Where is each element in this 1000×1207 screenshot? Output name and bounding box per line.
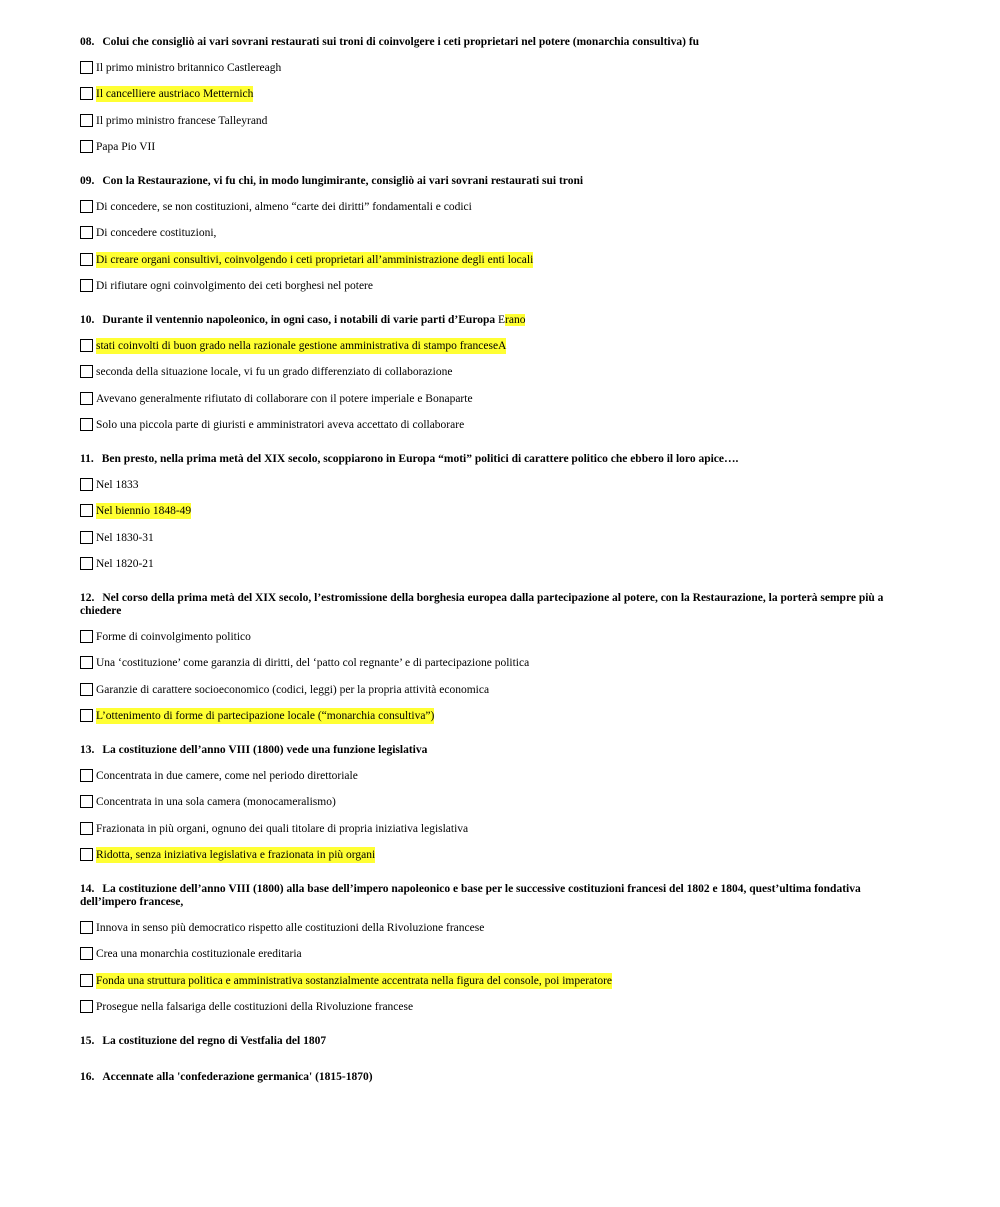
- checkbox[interactable]: [80, 683, 93, 696]
- checkbox[interactable]: [80, 279, 93, 292]
- checkbox[interactable]: [80, 253, 93, 266]
- answer-option-label-highlighted: Il cancelliere austriaco Metternich: [96, 88, 254, 100]
- answer-option[interactable]: [80, 999, 920, 1015]
- question-number: 10.: [80, 314, 95, 326]
- answer-option-label: Frazionata in più organi, ognuno dei quali titolare di propria iniziativa legislativa: [96, 822, 469, 835]
- answer-option[interactable]: [80, 556, 920, 572]
- answer-option-label: Di concedere, se non costituzioni, almeno “carte dei diritti” fondamentali e codici: [96, 200, 472, 213]
- question-number: 16.: [80, 1071, 95, 1083]
- answer-option-label: Papa Pio VII: [96, 141, 156, 153]
- answer-option[interactable]: [80, 794, 920, 810]
- answer-option-label-highlighted: Di creare organi consultivi, coinvolgendo i ceti proprietari all’amministrazione degli enti locali: [96, 253, 534, 266]
- checkbox[interactable]: [80, 478, 93, 491]
- answer-option[interactable]: [80, 278, 920, 294]
- answer-option[interactable]: [80, 821, 920, 837]
- answer-option[interactable]: [80, 503, 920, 519]
- answer-option-label-highlighted: L’ottenimento di forme di partecipazione locale (“monarchia consultiva”): [96, 710, 435, 722]
- checkbox[interactable]: [80, 1000, 93, 1013]
- checkbox[interactable]: [80, 418, 93, 431]
- question-prompt: Accennate alla 'confederazione germanica' (1815-1870): [102, 1071, 373, 1083]
- answer-option[interactable]: [80, 391, 920, 407]
- answer-option-label-highlighted: Fonda una struttura politica e amministrativa sostanzialmente accentrata nella figura del console, poi imperatore: [96, 974, 613, 987]
- answer-option-label: Innova in senso più democratico rispetto alle costituzioni della Rivoluzione francese: [96, 921, 485, 934]
- checkbox[interactable]: [80, 392, 93, 405]
- checkbox[interactable]: [80, 365, 93, 378]
- answer-option[interactable]: [80, 920, 920, 936]
- question-block: [80, 36, 920, 155]
- answer-option-label: Crea una monarchia costituzionale ereditaria: [96, 948, 302, 960]
- answer-option[interactable]: [80, 139, 920, 155]
- question-prompt: Durante il ventennio napoleonico, in ogni caso, i notabili di varie parti d’Europa: [102, 314, 496, 326]
- checkbox[interactable]: [80, 656, 93, 669]
- answer-option[interactable]: [80, 60, 920, 76]
- checkbox[interactable]: [80, 769, 93, 782]
- answer-option-label: Nel 1833: [96, 478, 139, 491]
- answer-option-label: Nel 1830-31: [96, 531, 154, 544]
- question-prompt: La costituzione dell’anno VIII (1800) vede una funzione legislativa: [102, 744, 428, 756]
- answer-option-label: Garanzie di carattere socioeconomico (codici, leggi) per la propria attività economica: [96, 683, 490, 696]
- answer-option[interactable]: [80, 847, 920, 863]
- answer-option[interactable]: [80, 629, 920, 645]
- answer-option-label: Prosegue nella falsariga delle costituzioni della Rivoluzione francese: [96, 1001, 414, 1013]
- question-prompt: Nel corso della prima metà del XIX secolo, l’estromissione della borghesia europea dalla partecipazione al potere, con la Restaurazione, la porterà sempre più a chiedere: [80, 592, 884, 617]
- answer-option[interactable]: [80, 708, 920, 724]
- quiz-document: [80, 36, 920, 1107]
- question-text: [80, 36, 920, 49]
- answer-option[interactable]: [80, 417, 920, 433]
- question-prompt: La costituzione del regno di Vestfalia del 1807: [102, 1035, 327, 1047]
- question-block: [80, 883, 920, 1015]
- answer-option-label: Forme di coinvolgimento politico: [96, 630, 251, 643]
- answer-option-label: Nel 1820-21: [96, 558, 154, 570]
- question-block: [80, 453, 920, 572]
- question-text: [80, 883, 920, 909]
- answer-option-label-highlighted: Ridotta, senza iniziativa legislativa e frazionata in più organi: [96, 849, 376, 861]
- question-block: [80, 592, 920, 724]
- question-block: [80, 314, 920, 433]
- checkbox[interactable]: [80, 87, 93, 100]
- checkbox[interactable]: [80, 504, 93, 517]
- question-text: [80, 744, 920, 757]
- checkbox[interactable]: [80, 795, 93, 808]
- question-prompt: Colui che consigliò ai vari sovrani restaurati sui troni di coinvolgere i ceti proprietari nel potere (monarchia consultiva) fu: [102, 36, 700, 48]
- checkbox[interactable]: [80, 947, 93, 960]
- question-number: 09.: [80, 175, 95, 187]
- question-text: [80, 1071, 920, 1084]
- question-block: [80, 1035, 920, 1048]
- answer-option-label: Avevano generalmente rifiutato di collaborare con il potere imperiale e Bonaparte: [96, 392, 473, 405]
- checkbox[interactable]: [80, 200, 93, 213]
- checkbox[interactable]: [80, 114, 93, 127]
- checkbox[interactable]: [80, 974, 93, 987]
- question-number: 08.: [80, 36, 95, 48]
- question-number: 14.: [80, 883, 95, 895]
- answer-option[interactable]: [80, 946, 920, 962]
- answer-option-label: Di rifiutare ogni coinvolgimento dei ceti borghesi nel potere: [96, 280, 373, 292]
- question-text: [80, 592, 920, 618]
- question-number: 11.: [80, 453, 94, 465]
- question-prompt: La costituzione dell’anno VIII (1800) alla base dell’impero napoleonico e base per le successive costituzioni francesi del 1802 e 1804, quest’ultima fondativa dell’impero francese,: [80, 883, 861, 908]
- answer-option-label: Di concedere costituzioni,: [96, 227, 217, 239]
- checkbox[interactable]: [80, 822, 93, 835]
- question-number: 13.: [80, 744, 95, 756]
- answer-option[interactable]: [80, 86, 920, 102]
- question-number: 15.: [80, 1035, 95, 1047]
- answer-option[interactable]: [80, 768, 920, 784]
- question-text: [80, 175, 920, 188]
- answer-option[interactable]: [80, 364, 920, 380]
- checkbox[interactable]: [80, 140, 93, 153]
- answer-option-label: Il primo ministro francese Talleyrand: [96, 114, 268, 127]
- answer-option[interactable]: [80, 477, 920, 493]
- answer-option-label-highlighted: stati coinvolti di buon grado nella razionale gestione amministrativa di stampo franceseA: [96, 339, 507, 352]
- question-text: [80, 1035, 920, 1048]
- answer-option-label: Il primo ministro britannico Castlereagh: [96, 61, 282, 74]
- answer-option-label: seconda della situazione locale, vi fu un grado differenziato di collaborazione: [96, 366, 453, 378]
- question-tail: E: [498, 314, 506, 326]
- checkbox[interactable]: [80, 226, 93, 239]
- question-prompt: Con la Restaurazione, vi fu chi, in modo lungimirante, consigliò ai vari sovrani restaurati sui troni: [102, 175, 584, 187]
- answer-option-label: Concentrata in due camere, come nel periodo direttoriale: [96, 769, 358, 782]
- question-block: [80, 744, 920, 863]
- answer-option[interactable]: [80, 530, 920, 546]
- checkbox[interactable]: [80, 61, 93, 74]
- answer-option[interactable]: [80, 113, 920, 129]
- checkbox[interactable]: [80, 557, 93, 570]
- answer-option[interactable]: [80, 199, 920, 215]
- question-block: [80, 175, 920, 294]
- answer-option-label-highlighted: Nel biennio 1848-49: [96, 505, 192, 517]
- answer-option[interactable]: [80, 682, 920, 698]
- answer-option-label: Solo una piccola parte di giuristi e amministratori aveva accettato di collaborare: [96, 419, 465, 431]
- answer-option[interactable]: [80, 252, 920, 268]
- question-text: [80, 453, 920, 466]
- checkbox[interactable]: [80, 339, 93, 352]
- answer-option[interactable]: [80, 973, 920, 989]
- question-number: 12.: [80, 592, 95, 604]
- checkbox[interactable]: [80, 921, 93, 934]
- question-text: [80, 314, 920, 327]
- checkbox[interactable]: [80, 630, 93, 643]
- answer-option-label: Una ‘costituzione’ come garanzia di diritti, del ‘patto col regnante’ e di partecipazione politica: [96, 657, 530, 669]
- checkbox[interactable]: [80, 709, 93, 722]
- question-prompt: Ben presto, nella prima metà del XIX secolo, scoppiarono in Europa “moti” politici di carattere politico che ebbero il loro apice….: [101, 453, 739, 465]
- answer-option[interactable]: [80, 655, 920, 671]
- question-block: [80, 1071, 920, 1084]
- answer-option-label: Concentrata in una sola camera (monocameralismo): [96, 796, 336, 808]
- checkbox[interactable]: [80, 531, 93, 544]
- highlighted-question-tail: rano: [505, 314, 526, 326]
- answer-option[interactable]: [80, 338, 920, 354]
- checkbox[interactable]: [80, 848, 93, 861]
- answer-option[interactable]: [80, 225, 920, 241]
